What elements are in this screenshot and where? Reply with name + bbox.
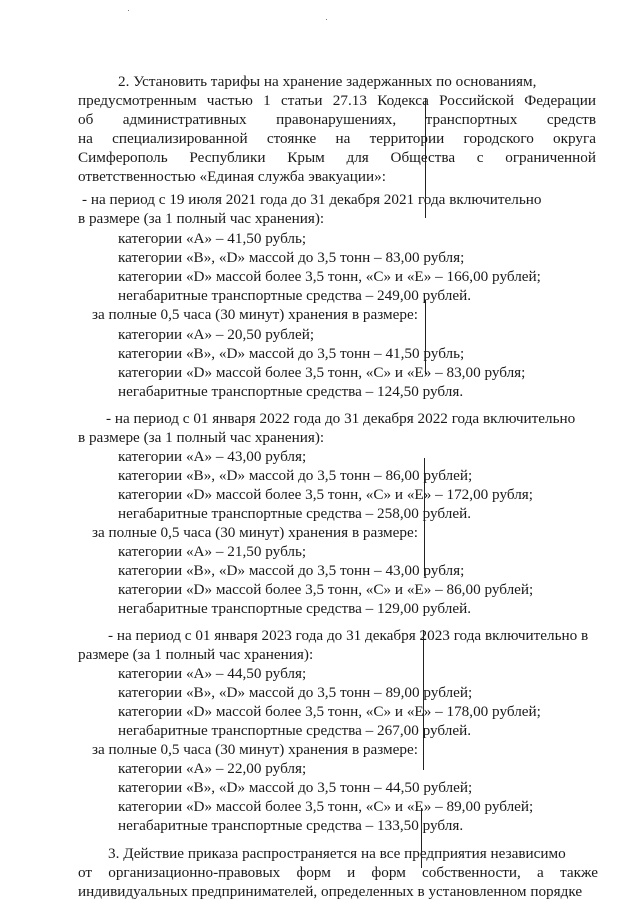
half-hour-header: за полные 0,5 часа (30 минут) хранения в размере: <box>92 306 418 323</box>
rate-line: категории «А» – 21,50 рубль; <box>118 543 307 560</box>
half-hour-header: за полные 0,5 часа (30 минут) хранения в размере: <box>92 524 418 541</box>
period-header: - на период с 01 января 2022 года до 31 декабря 2022 года включительно <box>106 410 576 427</box>
paragraph-2-line: на специализированной стоянке на территории городского округа <box>78 130 596 147</box>
paragraph-2-line: 2. Установить тарифы на хранение задержанных по основаниям, <box>118 73 537 90</box>
period-header: - на период с 01 января 2023 года до 31 декабря 2023 года включительно в <box>108 627 589 644</box>
rate-line: категории «D» массой более 3,5 тонн, «С» и «Е» – 178,00 рублей; <box>118 703 541 720</box>
rate-line: категории «D» массой более 3,5 тонн, «С» и «Е» – 89,00 рублей; <box>118 798 534 815</box>
rate-line: категории «А» – 44,50 рубля; <box>118 665 307 682</box>
paragraph-3-line: индивидуальных предпринимателей, определенных в установленном порядке <box>78 883 583 900</box>
paragraph-2-line: об административных правонарушениях, транспортных средств <box>78 111 596 128</box>
rate-line: категории «D» массой более 3,5 тонн, «С» и «Е» – 172,00 рубля; <box>118 486 533 503</box>
rate-line: категории «А» – 43,00 рубля; <box>118 448 307 465</box>
rate-line: категории «А» – 22,00 рубля; <box>118 760 307 777</box>
rate-line: категории «D» массой более 3,5 тонн, «С» и «Е» – 83,00 рубля; <box>118 364 526 381</box>
rate-line: негабаритные транспортные средства – 249,00 рублей. <box>118 287 472 304</box>
rate-line: категории «В», «D» массой до 3,5 тонн – 43,00 рубля; <box>118 562 465 579</box>
rate-line: негабаритные транспортные средства – 133,50 рубля. <box>118 817 464 834</box>
paragraph-2-line: Симферополь Республики Крым для Общества с ограниченной <box>78 149 596 166</box>
rate-line: категории «В», «D» массой до 3,5 тонн – 41,50 рубль; <box>118 345 465 362</box>
period-header: - на период с 19 июля 2021 года до 31 декабря 2021 года включительно <box>82 191 542 208</box>
rate-line: категории «D» массой более 3,5 тонн, «С» и «Е» – 86,00 рублей; <box>118 581 534 598</box>
period-header: в размере (за 1 полный час хранения): <box>78 429 325 446</box>
period-header: размере (за 1 полный час хранения): <box>78 646 314 663</box>
half-hour-header: за полные 0,5 часа (30 минут) хранения в размере: <box>92 741 418 758</box>
paragraph-2-line: ответственностью «Единая служба эвакуации»: <box>78 168 386 185</box>
paragraph-3-line: от организационно-правовых форм и форм собственности, а также <box>78 864 598 881</box>
rate-line: категории «В», «D» массой до 3,5 тонн – 83,00 рубля; <box>118 249 465 266</box>
rate-line: негабаритные транспортные средства – 267,00 рублей. <box>118 722 472 739</box>
scan-speck <box>326 19 327 20</box>
paragraph-2-line: предусмотренным частью 1 статьи 27.13 Кодекса Российской Федерации <box>78 92 596 109</box>
rate-line: категории «А» – 41,50 рубль; <box>118 230 307 247</box>
rate-line: категории «В», «D» массой до 3,5 тонн – 86,00 рублей; <box>118 467 473 484</box>
rate-line: негабаритные транспортные средства – 258,00 рублей. <box>118 505 472 522</box>
rate-line: категории «А» – 20,50 рублей; <box>118 326 315 343</box>
rate-line: категории «В», «D» массой до 3,5 тонн – 89,00 рублей; <box>118 684 473 701</box>
period-header: в размере (за 1 полный час хранения): <box>78 210 325 227</box>
scan-speck <box>128 10 129 11</box>
rate-line: категории «В», «D» массой до 3,5 тонн – 44,50 рублей; <box>118 779 473 796</box>
rate-line: негабаритные транспортные средства – 129,00 рублей. <box>118 600 472 617</box>
paragraph-3-line: 3. Действие приказа распространяется на все предприятия независимо <box>108 845 566 862</box>
rate-line: категории «D» массой более 3,5 тонн, «С» и «Е» – 166,00 рублей; <box>118 268 541 285</box>
rate-line: негабаритные транспортные средства – 124,50 рубля. <box>118 383 464 400</box>
